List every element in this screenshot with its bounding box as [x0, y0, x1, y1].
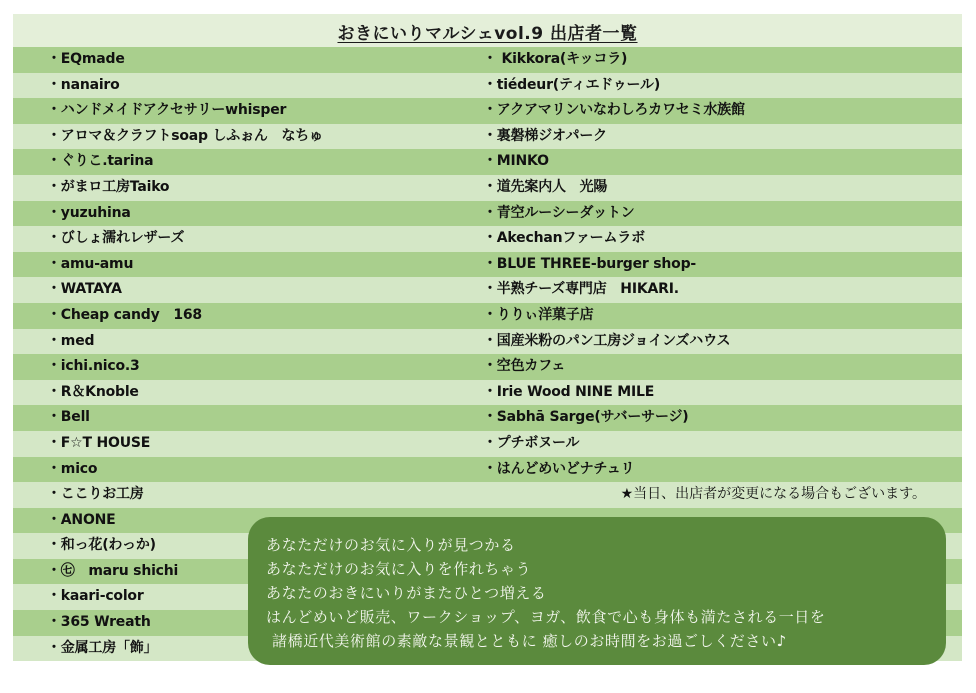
vendor-row — [13, 47, 962, 73]
vendor-name-left: ・ぐりこ.tarina — [47, 153, 154, 170]
vendor-name-left: ・ANONE — [47, 511, 116, 528]
vendor-row — [13, 201, 962, 227]
message-banner — [248, 517, 946, 665]
vendor-name-left: ・WATAYA — [47, 281, 122, 298]
vendor-name-left: ・R＆Knoble — [47, 383, 139, 400]
page-title: おきにいりマルシェvol.9 出店者一覧 — [337, 24, 638, 44]
change-notice: ★当日、出店者が変更になる場合もございます。 — [620, 486, 926, 503]
vendor-name-right: ・プチボヌール — [483, 434, 580, 451]
banner-line: はんどめいど販売、ワークショップ、ヨガ、飲食で心も身体も満たされる一日を — [266, 608, 826, 626]
vendor-row — [13, 405, 962, 431]
vendor-row — [13, 277, 962, 303]
vendor-name-left: ・EQmade — [47, 51, 125, 67]
vendor-name-left: ・kaari-color — [47, 588, 144, 605]
vendor-name-left: ・365 Wreath — [47, 614, 151, 631]
vendor-name-right: ・ Kikkora(キッコラ) — [483, 51, 628, 67]
vendor-name-right: ・空色カフェ — [483, 358, 566, 375]
vendor-name-left: ・mico — [47, 460, 98, 477]
vendor-row — [13, 98, 962, 124]
vendor-name-left: ・びしょ濡れレザーズ — [47, 230, 185, 247]
vendor-row — [13, 73, 962, 99]
vendor-name-right: ・道先案内人 光陽 — [483, 178, 608, 195]
vendor-row — [13, 303, 962, 329]
vendor-name-left: ・Cheap candy 168 — [47, 306, 202, 323]
vendor-name-right: ・りりぃ洋菓子店 — [483, 306, 594, 323]
vendor-name-left: ・med — [47, 332, 95, 349]
vendor-row — [13, 431, 962, 457]
vendor-name-left: ・yuzuhina — [47, 204, 131, 221]
vendor-row — [13, 252, 962, 278]
vendor-name-right: ・はんどめいどナチュリ — [483, 460, 635, 477]
vendor-name-left: ・ichi.nico.3 — [47, 358, 140, 375]
vendor-name-right: ・BLUE THREE-burger shop- — [483, 255, 697, 272]
vendor-name-right: ・アクアマリンいなわしろカワセミ水族館 — [483, 102, 745, 119]
vendor-row — [13, 124, 962, 150]
title-row — [13, 14, 962, 47]
vendor-name-left: ・amu-amu — [47, 255, 134, 272]
vendor-row — [13, 354, 962, 380]
vendor-name-right: ・Akechanファームラボ — [483, 230, 645, 247]
vendor-name-right: ・国産米粉のパン工房ジョインズハウス — [483, 332, 731, 349]
vendor-name-right: ・MINKO — [483, 153, 549, 170]
vendor-name-right: ・半熟チーズ専門店 HIKARI. — [483, 281, 679, 298]
vendor-row — [13, 380, 962, 406]
vendor-name-left: ・アロマ＆クラフトsoap しふぉん なちゅ — [47, 127, 323, 144]
vendor-name-right: ・Sabhā Sarge(サバーサージ) — [483, 409, 689, 426]
vendor-name-left: ・がまロ工房Taiko — [47, 178, 170, 195]
vendor-name-left: ・ハンドメイドアクセサリーwhisper — [47, 102, 287, 119]
vendor-row — [13, 329, 962, 355]
vendor-name-left: ・Bell — [47, 409, 90, 426]
vendor-name-right: ・tiédeur(ティエドゥール) — [483, 76, 661, 93]
vendor-row — [13, 175, 962, 201]
banner-line: あなただけのお気に入りが見つかる — [266, 536, 516, 554]
vendor-row — [13, 457, 962, 483]
vendor-name-right: ・青空ルーシーダットン — [483, 204, 635, 221]
vendor-name-left: ・金属工房「飾」 — [47, 639, 158, 656]
vendor-name-left: ・和っ花(わっか) — [47, 537, 156, 554]
banner-line: 諸橋近代美術館の素敵な景観とともに 癒しのお時間をお過ごしください♪ — [272, 632, 787, 650]
vendor-row — [13, 226, 962, 252]
vendor-name-left: ・㊆ maru shichi — [47, 562, 179, 579]
vendor-name-right: ・裏磐梯ジオパーク — [483, 127, 607, 144]
vendor-name-left: ・ここりお工房 — [47, 486, 144, 503]
vendor-name-right: ・Irie Wood NINE MILE — [483, 383, 655, 400]
vendor-row — [13, 149, 962, 175]
vendor-name-left: ・nanairo — [47, 76, 120, 93]
vendor-row — [13, 482, 962, 508]
vendor-name-left: ・F☆T HOUSE — [47, 434, 151, 451]
banner-line: あなただけのお気に入りを作れちゃう — [266, 560, 532, 578]
banner-line: あなたのおきにいりがまたひとつ増える — [266, 584, 547, 602]
